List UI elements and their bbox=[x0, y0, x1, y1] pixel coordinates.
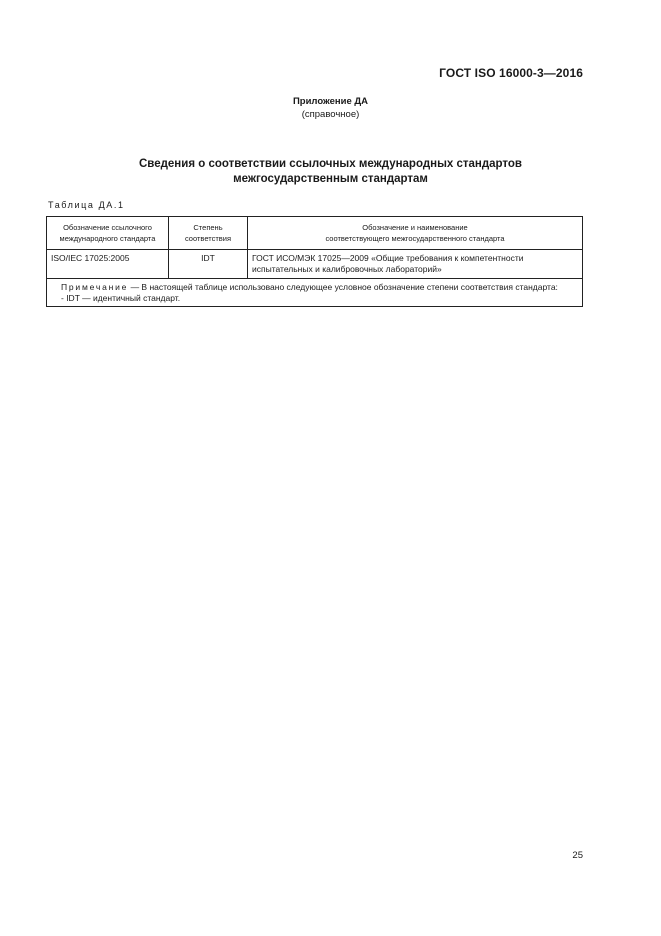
page-number: 25 bbox=[572, 850, 583, 861]
header-intl-standard bbox=[47, 217, 169, 250]
header-text: Степень bbox=[193, 223, 223, 232]
header-text: Обозначение и наименование bbox=[362, 223, 468, 232]
table-row bbox=[47, 250, 583, 279]
header-text: Обозначение ссылочного bbox=[63, 223, 152, 232]
appendix-title: Приложение ДА bbox=[292, 96, 369, 107]
header-text: соответствия bbox=[184, 234, 232, 243]
standards-table bbox=[46, 216, 583, 307]
section-title-line2: межгосударственным стандартам bbox=[233, 173, 428, 185]
section-title-line1: Сведения о соответствии ссылочных международных стандартов bbox=[138, 158, 522, 170]
cell-degree: IDT bbox=[169, 250, 248, 279]
note-text: — В настоящей таблице использовано следующее условное обозначение степени соответствия стандарта: bbox=[128, 282, 558, 292]
note-list-item: - IDT — идентичный стандарт. bbox=[61, 292, 181, 303]
header-text: соответствующего межгосударственного стандарта bbox=[325, 234, 505, 243]
cell-intl-standard: ISO/IEC 17025:2005 bbox=[47, 250, 169, 279]
header-degree bbox=[169, 217, 248, 250]
note-label: Примечание bbox=[61, 282, 129, 292]
table-caption: Таблица ДА.1 bbox=[48, 200, 125, 210]
header-text: международного стандарта bbox=[59, 234, 156, 243]
appendix-subtitle: (справочное) bbox=[301, 109, 360, 120]
section-title bbox=[0, 157, 661, 187]
note-paragraph bbox=[51, 282, 578, 293]
document-code: ГОСТ ISO 16000-3—2016 bbox=[439, 66, 583, 80]
table-note-row bbox=[47, 279, 583, 307]
table-note bbox=[47, 279, 583, 307]
table-header-row bbox=[47, 217, 583, 250]
header-interstate-standard bbox=[248, 217, 583, 250]
cell-interstate-standard: ГОСТ ИСО/МЭК 17025—2009 «Общие требования к компетентности испытательных и калибровочных лабораторий» bbox=[248, 250, 583, 279]
